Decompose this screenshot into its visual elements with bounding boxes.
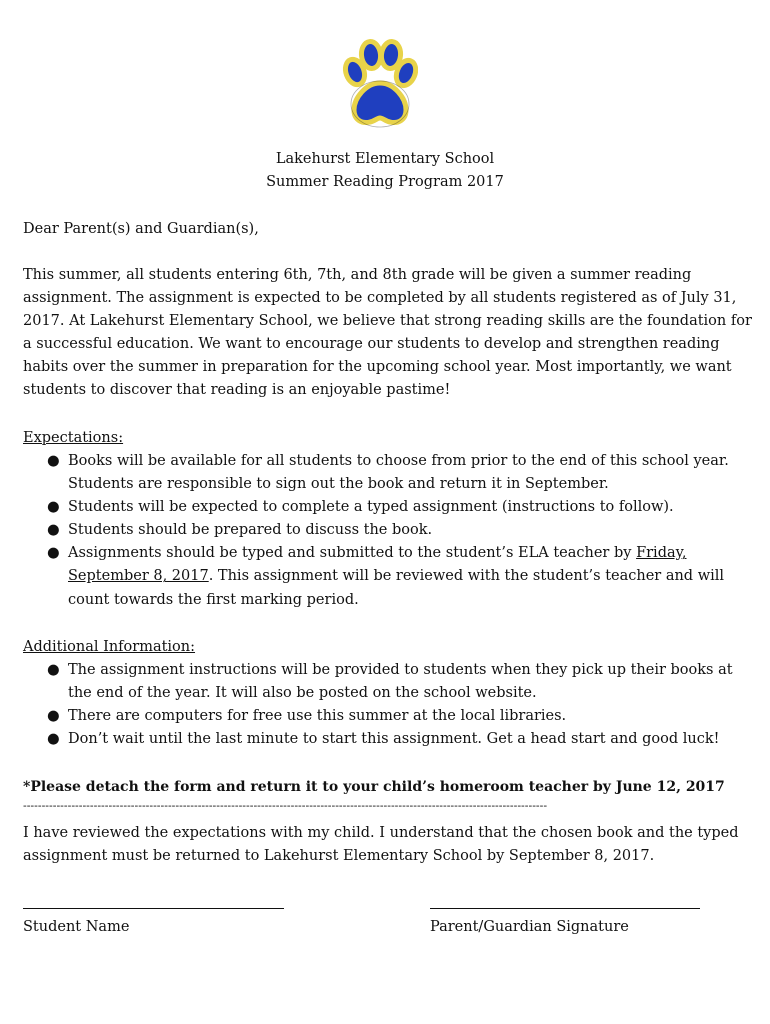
parent-signature-line[interactable] bbox=[430, 908, 700, 909]
program-name: Summer Reading Program 2017 bbox=[266, 174, 504, 190]
list-item: ● There are computers for free use this summer at the local libraries. bbox=[23, 705, 748, 728]
bullet-icon: ● bbox=[47, 522, 60, 539]
parent-signature-label: Parent/Guardian Signature bbox=[430, 919, 629, 935]
list-item: ● Students will be expected to complete a typed assignment (instructions to follow). bbox=[23, 496, 748, 519]
student-name-line[interactable] bbox=[23, 908, 284, 909]
expectations-heading: Expectations: bbox=[23, 430, 124, 446]
due-date-day: Friday, bbox=[636, 545, 687, 562]
paw-print-logo bbox=[342, 38, 418, 128]
bullet-icon: ● bbox=[47, 708, 60, 725]
letter-title bbox=[0, 148, 770, 194]
bullet-icon: ● bbox=[47, 545, 60, 562]
bullet-icon: ● bbox=[47, 499, 60, 516]
due-date: September 8, 2017 bbox=[68, 568, 209, 585]
intro-line: This summer, all students entering 6th, 7th, and 8th grade will be given a summer reading bbox=[23, 267, 692, 283]
bullet-icon: ● bbox=[47, 662, 60, 678]
bullet-icon: ● bbox=[47, 731, 60, 748]
list-item: ● Students should be prepared to discuss the book. bbox=[23, 519, 748, 542]
student-name-label: Student Name bbox=[23, 919, 130, 935]
intro-paragraph bbox=[23, 264, 752, 403]
intro-line: assignment. The assignment is expected to be completed by all students registered as of July 31, bbox=[23, 290, 737, 307]
intro-line: a successful education. We want to encourage our students to develop and strengthen reading bbox=[23, 336, 720, 353]
list-item: ● Books will be available for all students to choose from prior to the end of this school year. Students are responsible to sign out the book and return it in September. bbox=[23, 450, 748, 496]
list-item: ● The assignment instructions will be provided to students when they pick up their books at the end of the year. It will also be posted on the school website. bbox=[23, 659, 748, 705]
acknowledgement-line: assignment must be returned to Lakehurst Elementary School by September 8, 2017. bbox=[23, 848, 655, 865]
school-name: Lakehurst Elementary School bbox=[275, 151, 495, 167]
salutation: Dear Parent(s) and Guardian(s), bbox=[23, 221, 259, 237]
intro-line: habits over the summer in preparation for the upcoming school year. Most importantly, we want bbox=[23, 359, 732, 376]
list-item: ● Don’t wait until the last minute to start this assignment. Get a head start and good luck! bbox=[23, 728, 748, 751]
additional-info-heading: Additional Information: bbox=[23, 639, 196, 655]
expectations-list bbox=[23, 450, 748, 612]
paw-outline bbox=[342, 41, 418, 123]
detach-notice: *Please detach the form and return it to your child’s homeroom teacher by June 12, 2017 bbox=[23, 779, 725, 795]
intro-line: 2017. At Lakehurst Elementary School, we believe that strong reading skills are the foundation for bbox=[23, 313, 752, 330]
cut-line: --------------------------------------------------------------------------------------------------------------------------------------------- bbox=[23, 800, 548, 812]
intro-line: students to discover that reading is an enjoyable pastime! bbox=[23, 382, 451, 399]
acknowledgement-line: I have reviewed the expectations with my child. I understand that the chosen book and the typed bbox=[23, 825, 739, 841]
acknowledgement-paragraph bbox=[23, 822, 748, 868]
bullet-icon: ● bbox=[47, 453, 60, 469]
additional-info-list bbox=[23, 659, 748, 751]
list-item: ● Assignments should be typed and submitted to the student’s ELA teacher by Friday, September 8, 2017. This assignment will be reviewed with the student’s teacher and will count towards the first marking period. bbox=[23, 542, 748, 611]
